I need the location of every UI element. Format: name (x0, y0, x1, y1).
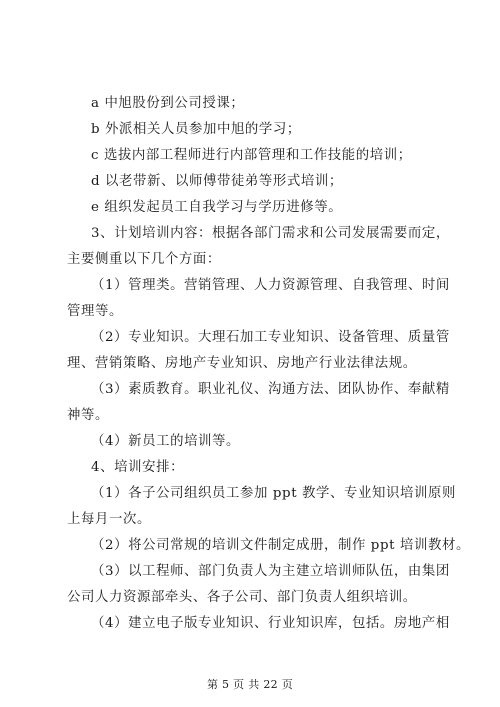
paragraph-line: 主要侧重以下几个方面： (67, 252, 221, 267)
section-heading-4: 4、培训安排： (91, 460, 185, 475)
paragraph-line: （4）建立电子版专业知识、行业知识库，包括。房地产相 (91, 616, 450, 631)
paragraph-line: 理、营销策略、房地产专业知识、房地产行业法律法规。 (67, 356, 417, 371)
paragraph-line: （3）素质教育。职业礼仪、沟通方法、团队协作、奉献精 (91, 382, 450, 397)
list-item-a: a 中旭股份到公司授课； (91, 96, 245, 111)
list-item-e: e 组织发起员工自我学习与学历进修等。 (91, 200, 343, 215)
page-number-footer: 第 5 页 共 22 页 (206, 678, 294, 691)
section-heading-3: 3、计划培训内容：根据各部门需求和公司发展需要而定， (91, 226, 450, 241)
paragraph-line: （1）管理类。营销管理、人力资源管理、自我管理、时间 (91, 278, 450, 293)
list-item-c: c 选拔内部工程师进行内部管理和工作技能的培训； (91, 148, 412, 163)
list-item-b: b 外派相关人员参加中旭的学习； (91, 122, 301, 137)
paragraph-line: 上每月一次。 (67, 512, 151, 527)
paragraph-line: 神等。 (67, 408, 109, 423)
paragraph-line: （2）专业知识。大理石加工专业知识、设备管理、质量管 (91, 330, 450, 345)
paragraph-line: （3）以工程师、部门负责人为主建立培训师队伍，由集团 (91, 564, 450, 579)
paragraph-line: 公司人力资源部牵头、各子公司、部门负责人组织培训。 (67, 590, 417, 605)
paragraph-line: （1）各子公司组织员工参加 ppt 教学、专业知识培训原则 (91, 486, 456, 501)
paragraph-line: （2）将公司常规的培训文件制定成册，制作 ppt 培训教材。 (91, 538, 470, 553)
paragraph-line: （4）新员工的培训等。 (91, 434, 241, 449)
paragraph-line: 管理等。 (67, 304, 123, 319)
list-item-d: d 以老带新、以师傅带徒弟等形式培训； (91, 174, 343, 189)
